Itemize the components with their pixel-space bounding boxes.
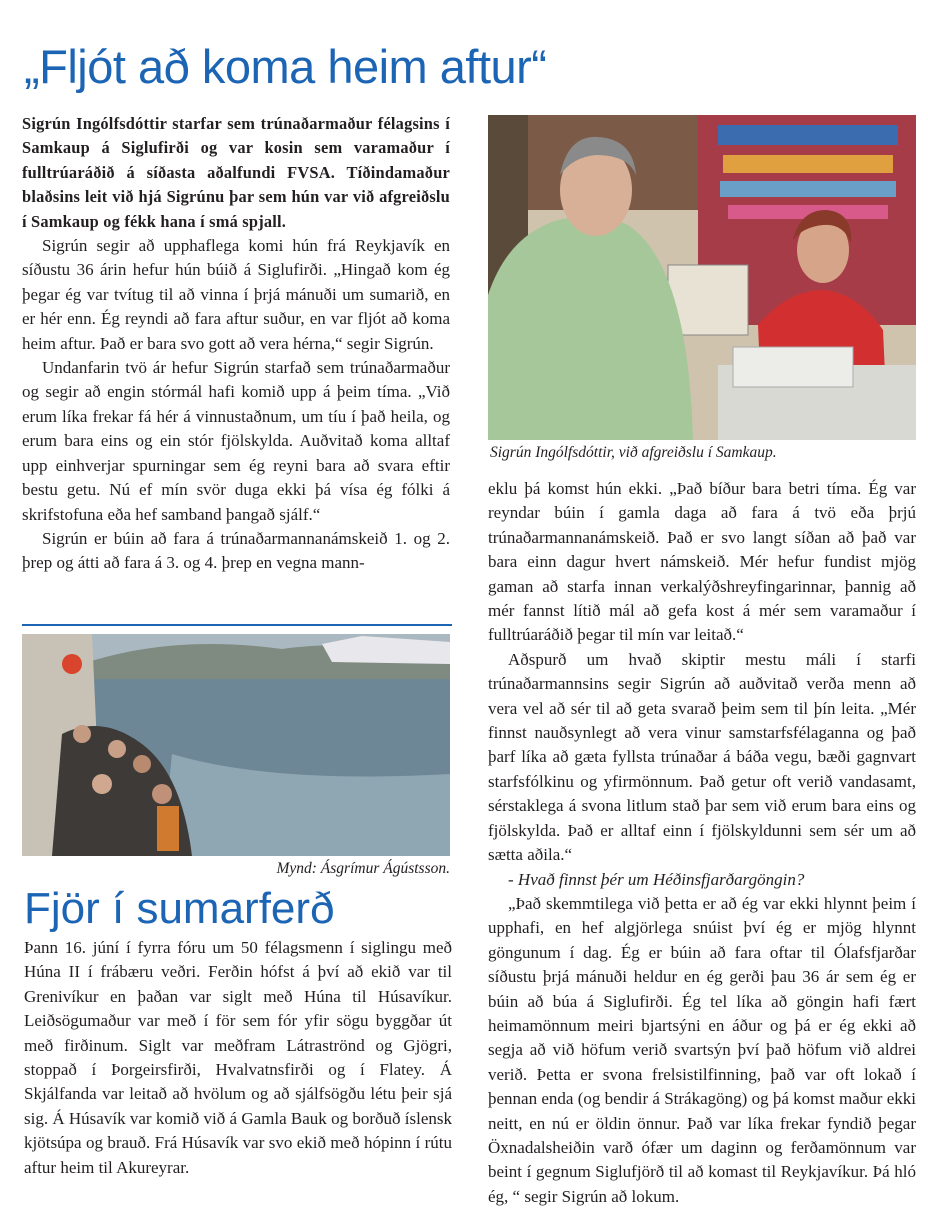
article-column-left [22,112,450,576]
article-paragraph: Sigrún segir að upphaflega komi hún frá Reykjavík en síðustu 36 árin hefur hún búið á Siglufirði. „Hingað kom ég þegar ég var tvítug til að vinna í þrjá mánuði um sumarið, en er hér enn. Ég reyndi að fara aftur suður, en var fljót að koma heim aftur. Það er bara svo gott að vera hérna,“ segir Sigrún. [22,236,450,353]
photo-boat-trip [22,634,450,856]
article-paragraph: Aðspurð um hvað skiptir mestu máli í starfi trúnaðarmannsins segir Sigrún að auðvitað verða menn að vera vel að sér til að geta svarað þeim sem til þín leita. „Mér finnst nauðsynlegt að vera vinur samstarfsfélaganna og það þarf líka að gæta fyllsta trúnaðar á báða vegu, bæði gagnvart starfsfólkinu og yfirmönnum. Það getur oft verið vandasamt, sérstaklega á svona litlum stað þar sem við erum bara eins og fjölskylda. Það er alltaf einn í fjölskyldunni sem sér um að sætta aðila.“ [488,649,916,865]
section-divider [22,624,452,626]
article2-headline: Fjör í sumarferð [24,884,335,933]
photo-caption: Sigrún Ingólfsdóttir, við afgreiðslu í Samkaup. [490,444,777,461]
article-paragraph: „Það skemmtilega við þetta er að ég var ekki hlynnt þeim í upphafi, en hef algjörlega snúist því ég er mjög hlynnt göngunum í dag. Ég er búin að fara oftar til Ólafsfjarðar síðustu þrjá mánuði heldur en ég gerði þau 36 ár sem ég er búin að búa á Siglufirði. Ég tel líka að göngin hafi fært heimamönnum meiri bjartsýni en áður og þá er ég ekki að segja að við höfum verið svartsýn því það höfum við aldrei verið. Þetta er svona frelsistilfinning, það var oft lokað í þennan enda (og bendir á Strákagöng) og þá komst maður ekki neitt, en nú er öldin önnur. Það var líka frekar fyndið þegar Öxnadalsheiðin varð ófær um daginn og ferðamönnum var beint í gegnum Siglufjörð til að komast til Reykjavíkur. Þá hló ég, “ segir Sigrún að lokum. [488,893,916,1206]
article-paragraph: eklu þá komst hún ekki. „Það bíður bara betri tíma. Ég var reyndar búin í gamla daga að fara á tvö eða þrjú trúnaðarmannanámskeið. Það er svo langt síðan að það var bara einn dagur hvert námskeið. Mér hefur fundist mjög gaman að starfa innan verkalýðshreyfingarinnar, þannig að mér fannst lítið mál að gefa kost á mér sem varamaður í fulltrúaráðið þegar til mín var leitað.“ [488,479,916,645]
photo-store-clerk [488,115,916,440]
article-paragraph: Sigrún er búin að fara á trúnaðarmannanámskeið 1. og 2. þrep og átti að fara á 3. og 4. þrep en vegna mann- [22,528,450,573]
article2-paragraph: Þann 16. júní í fyrra fóru um 50 félagsmenn í siglingu með Húna II í frábæru veðri. Ferðin hófst á því að ekið var til Grenivíkur en þaðan var siglt með Húna til Húsavíkur. Leiðsögumaður var með í för sem fór yfir sögu byggðar út með firðinum. Siglt var meðfram Látraströnd og Gjögri, stoppað í Þorgeirsfirði, Hvalvatnsfirði og í Flatey. Á Skjálfanda var leitað að hvölum og að sjálfsögðu létu þeir sjá sig. Á Húsavík var komið við á Gamla Bauk og borðuð íslensk kjötsúpa og brauð. Frá Húsavík var svo ekið með hópinn í rútu aftur heim til Akureyrar. [24,938,452,1177]
article-column-right [488,477,916,1209]
interview-question: - Hvað finnst þér um Héðinsfjarðargöngin? [508,869,805,889]
article-paragraph: Undanfarin tvö ár hefur Sigrún starfað sem trúnaðarmaður og segir að engin stórmál hafi komið upp á þeim tíma. „Við erum líka frekar fá hér á vinnustaðnum, um tíu í það heila, og erum bara eins og ein stór fjölskylda. Auðvitað koma alltaf upp einhverjar spurningar sem ég reyni bara að svara eftir bestu getu. Nú ef mín svör duga ekki þá vísa ég fólki á skrifstofuna eða hef samband þangað sjálf.“ [22,358,450,524]
article2-column [24,936,452,1180]
photo-credit: Mynd: Ásgrímur Ágústsson. [276,860,450,877]
article-headline: „Fljót að koma heim aftur“ [24,40,547,93]
article-lead: Sigrún Ingólfsdóttir starfar sem trúnaðarmaður félagsins í Samkaup á Siglufirði og var kosin sem varamaður í fulltrúaráðið á síðasta aðalfundi FVSA. Tíðindamaður blaðsins leit við hjá Sigrúnu þar sem hún var við afgreiðslu í Samkaup og fékk hana í smá spjall. [22,114,450,231]
